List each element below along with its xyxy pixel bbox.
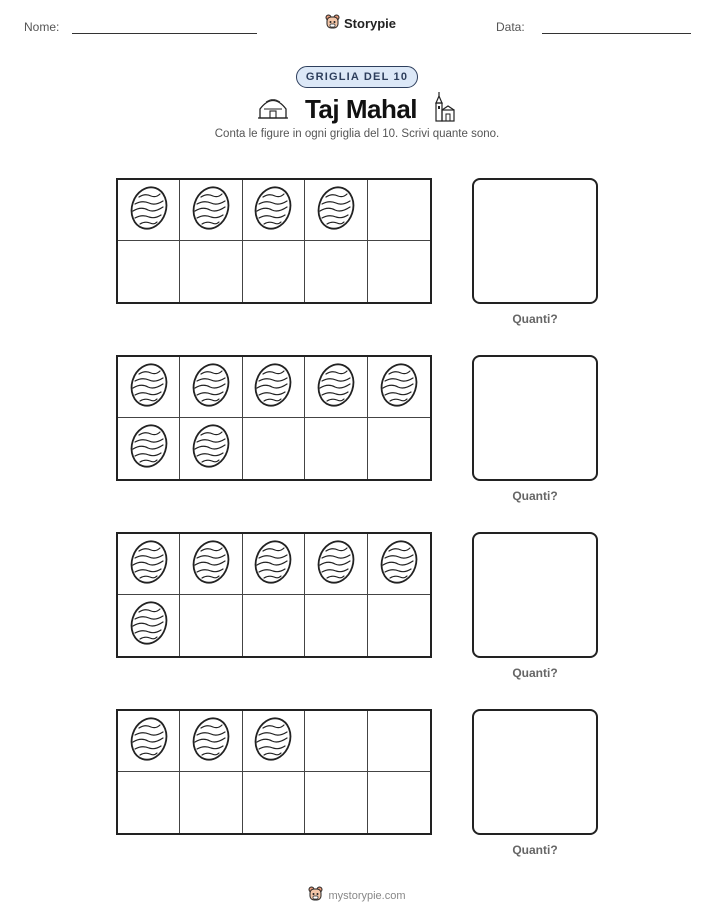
ten-frame-cell <box>180 241 242 302</box>
ten-frame-cell <box>368 241 430 302</box>
ten-frame-cell <box>305 595 367 656</box>
striped-egg-icon <box>129 716 169 767</box>
badge-row <box>0 66 714 88</box>
striped-egg-icon <box>316 362 356 413</box>
title-row <box>0 91 714 128</box>
date-write-line[interactable] <box>542 33 691 34</box>
ten-frame-cell <box>368 357 430 418</box>
ten-frame-cell <box>243 711 305 772</box>
ten-frame-3 <box>116 532 432 658</box>
ten-frame-cell <box>118 357 180 418</box>
ten-frame-cell <box>368 534 430 595</box>
striped-egg-icon <box>191 185 231 236</box>
ten-frame-cell <box>368 595 430 656</box>
striped-egg-icon <box>316 539 356 590</box>
ten-frame-cell <box>243 357 305 418</box>
ten-frame-cell <box>118 711 180 772</box>
storypie-bear-logo-icon <box>325 14 340 33</box>
date-label: Data: <box>496 20 525 34</box>
ten-frame-cell <box>118 772 180 833</box>
footer-url: mystorypie.com <box>328 889 406 902</box>
striped-egg-icon <box>379 539 419 590</box>
answer-label: Quanti? <box>512 843 558 857</box>
striped-egg-icon <box>253 539 293 590</box>
ten-frame-cell <box>243 534 305 595</box>
ten-frame-cell <box>180 772 242 833</box>
brand-header <box>325 14 396 33</box>
striped-egg-icon <box>253 362 293 413</box>
ten-frame-cell <box>305 180 367 241</box>
answer-box-4[interactable] <box>472 709 598 835</box>
ten-frame-cell <box>305 418 367 479</box>
name-label: Nome: <box>24 20 60 34</box>
ten-frame-cell <box>180 595 242 656</box>
tower-building-icon <box>433 91 457 128</box>
page-title: Taj Mahal <box>304 94 418 124</box>
striped-egg-icon <box>129 423 169 474</box>
ten-frame-cell <box>243 418 305 479</box>
ten-frame-cell <box>243 180 305 241</box>
ten-frame-cell <box>305 711 367 772</box>
instructions: Conta le figure in ogni griglia del 10. Scrivi quante sono. <box>214 128 500 140</box>
worksheet-type-badge: GRIGLIA DEL 10 <box>296 66 418 88</box>
striped-egg-icon <box>129 600 169 651</box>
ten-frame-cell <box>180 534 242 595</box>
striped-egg-icon <box>191 539 231 590</box>
ten-frame-cell <box>305 357 367 418</box>
ten-frame-cell <box>305 241 367 302</box>
striped-egg-icon <box>253 185 293 236</box>
ten-frame-4 <box>116 709 432 835</box>
footer <box>0 886 714 905</box>
storypie-bear-logo-icon <box>308 886 323 905</box>
ten-frame-cell <box>368 180 430 241</box>
striped-egg-icon <box>129 362 169 413</box>
answer-label: Quanti? <box>512 666 558 680</box>
striped-egg-icon <box>253 716 293 767</box>
ten-frame-cell <box>243 595 305 656</box>
striped-egg-icon <box>129 539 169 590</box>
ten-frame-cell <box>243 772 305 833</box>
answer-box-1[interactable] <box>472 178 598 304</box>
answer-label: Quanti? <box>512 312 558 326</box>
ten-frame-cell <box>180 711 242 772</box>
striped-egg-icon <box>316 185 356 236</box>
answer-box-2[interactable] <box>472 355 598 481</box>
ten-frame-2 <box>116 355 432 481</box>
ten-frame-cell <box>118 241 180 302</box>
striped-egg-icon <box>129 185 169 236</box>
answer-label: Quanti? <box>512 489 558 503</box>
striped-egg-icon <box>191 716 231 767</box>
ten-frame-1 <box>116 178 432 304</box>
brand-name: Storypie <box>344 16 397 31</box>
ten-frame-cell <box>118 595 180 656</box>
ten-frame-cell <box>180 357 242 418</box>
ten-frame-cell <box>305 534 367 595</box>
ten-frame-cell <box>180 180 242 241</box>
ten-frame-cell <box>180 418 242 479</box>
ten-frame-cell <box>368 772 430 833</box>
striped-egg-icon <box>379 362 419 413</box>
striped-egg-icon <box>191 423 231 474</box>
ten-frame-cell <box>368 711 430 772</box>
ten-frame-cell <box>118 534 180 595</box>
striped-egg-icon <box>191 362 231 413</box>
dome-building-icon <box>257 94 289 125</box>
answer-box-3[interactable] <box>472 532 598 658</box>
ten-frame-cell <box>243 241 305 302</box>
ten-frame-cell <box>305 772 367 833</box>
name-write-line[interactable] <box>72 33 257 34</box>
ten-frame-cell <box>118 180 180 241</box>
ten-frame-cell <box>368 418 430 479</box>
ten-frame-cell <box>118 418 180 479</box>
